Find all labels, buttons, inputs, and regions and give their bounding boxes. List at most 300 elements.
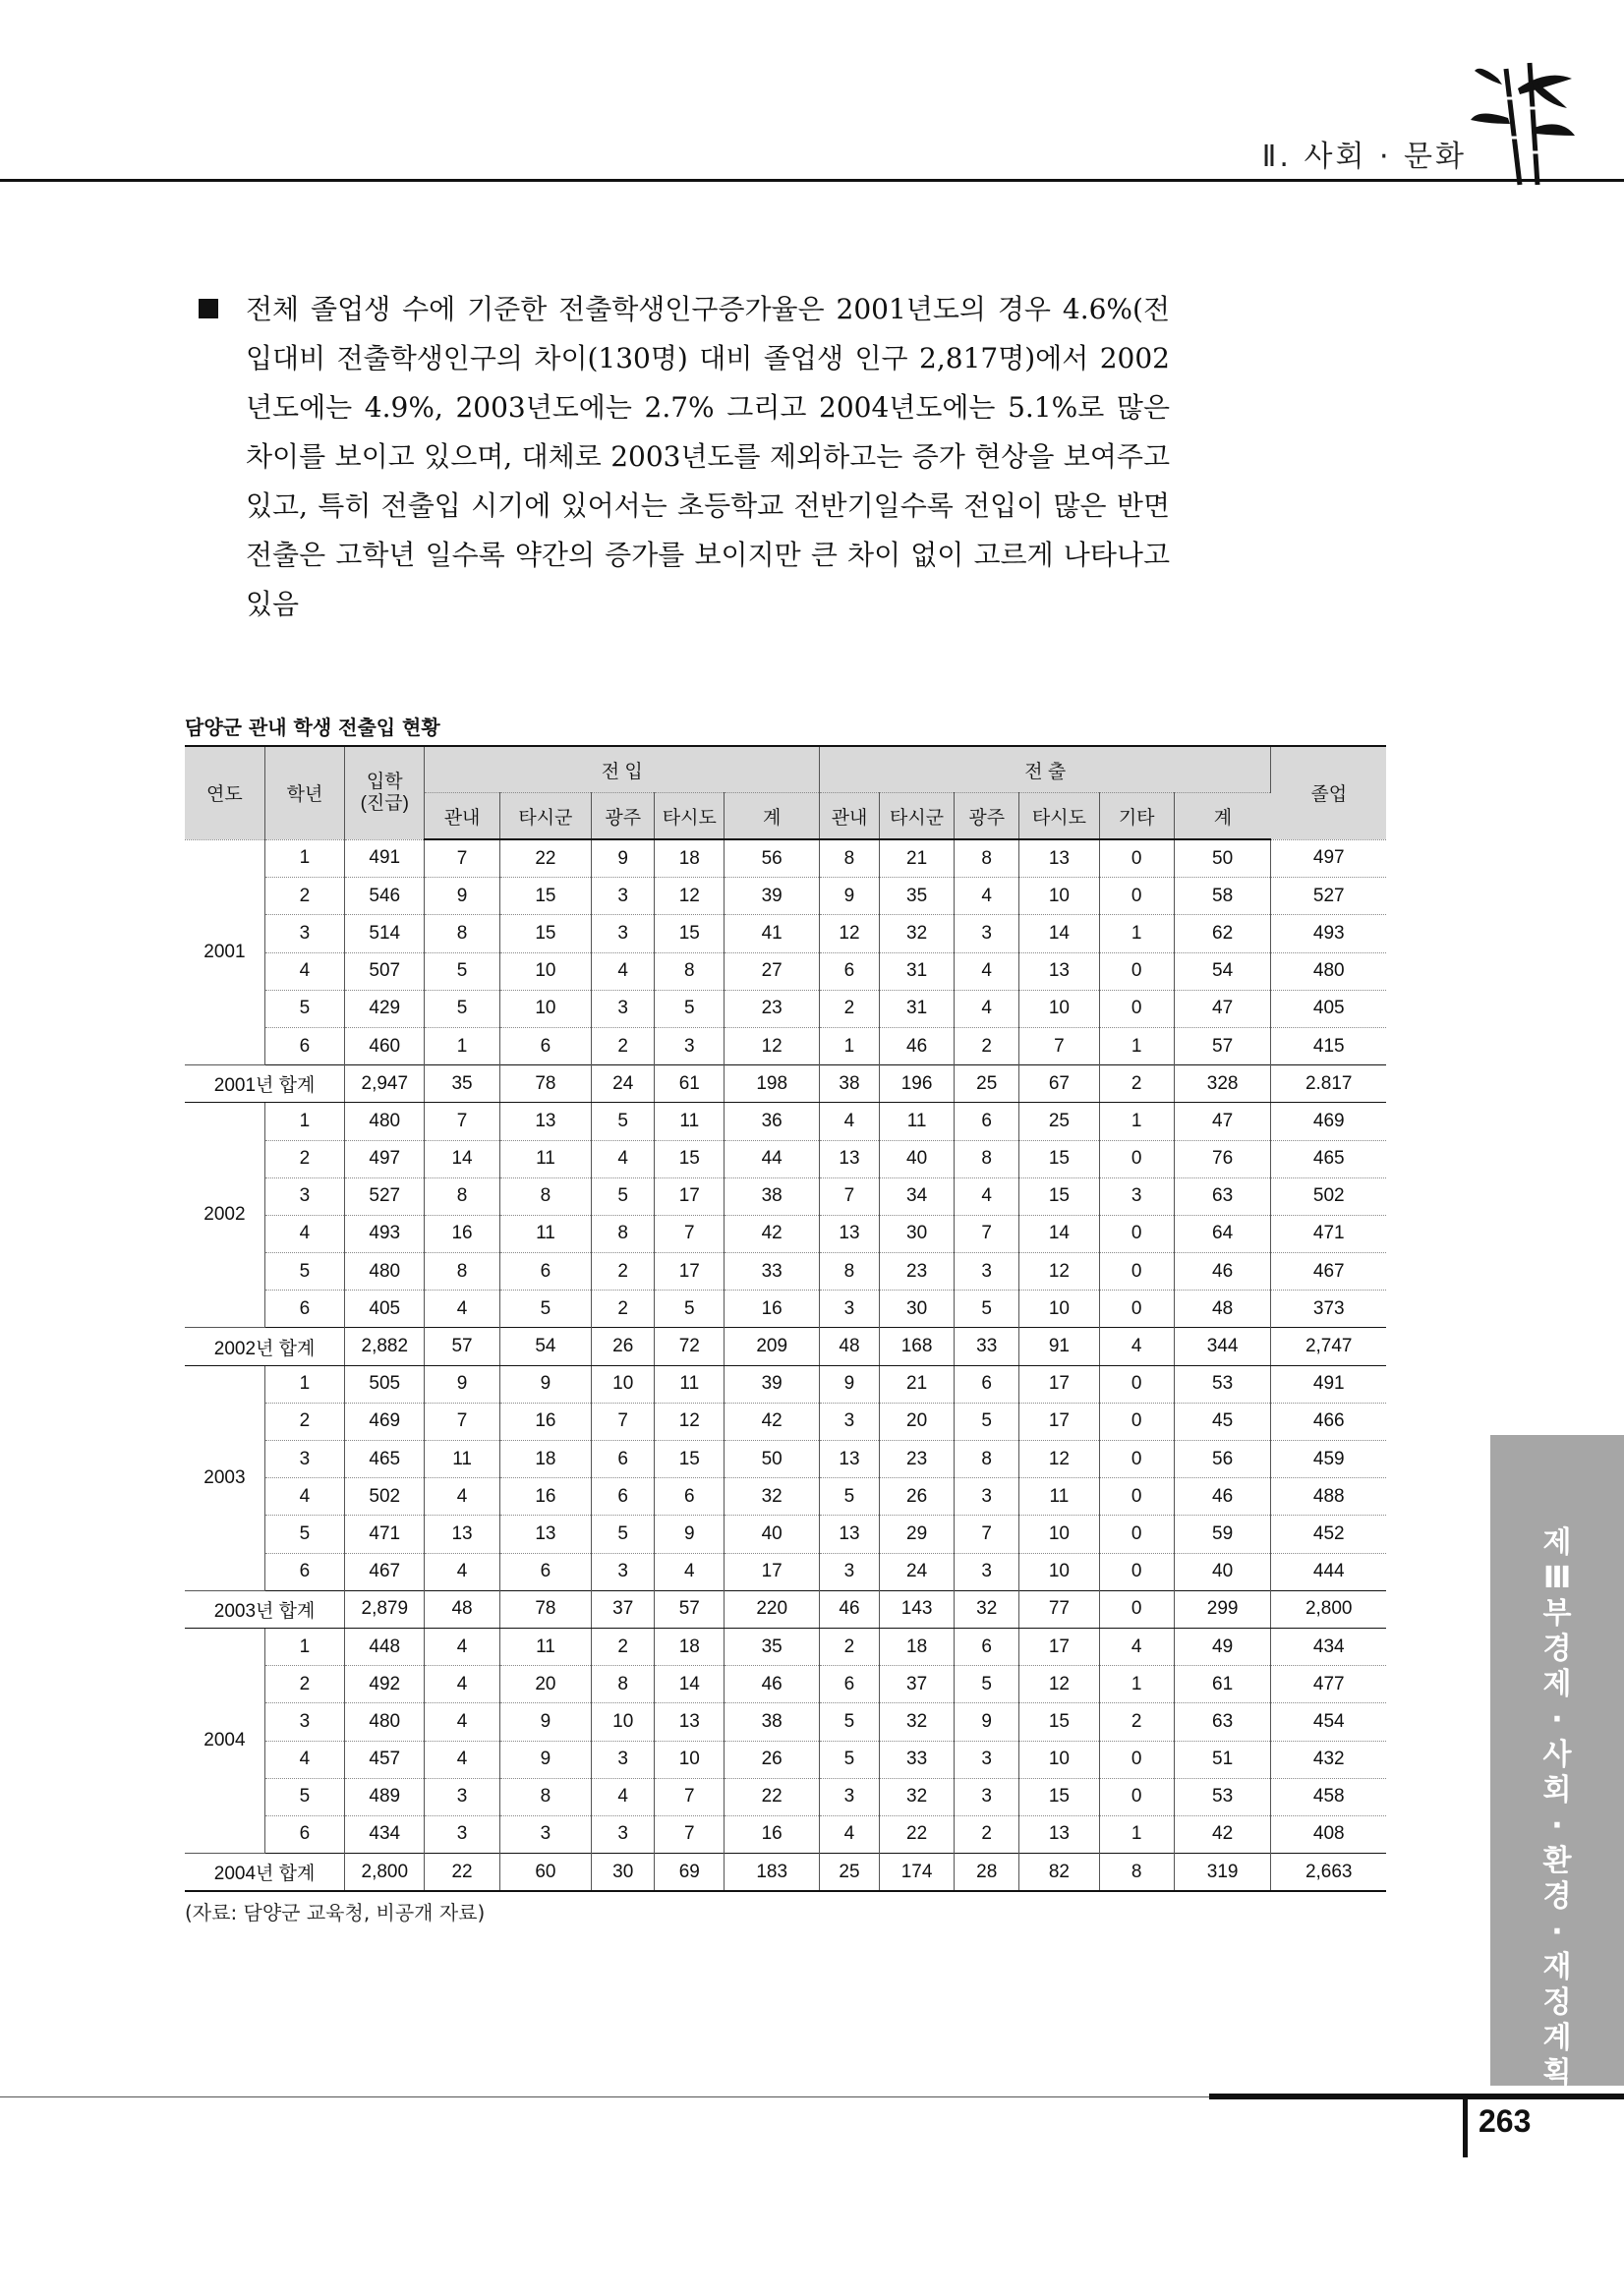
year-cell: 2003 — [185, 1365, 264, 1590]
table-cell: 15 — [499, 878, 592, 915]
table-cell: 32 — [879, 1703, 954, 1741]
table-cell: 22 — [725, 1778, 820, 1815]
table-cell: 17 — [725, 1553, 820, 1590]
table-cell: 15 — [499, 915, 592, 952]
table-cell: 16 — [725, 1815, 820, 1853]
total-cell: 143 — [879, 1590, 954, 1628]
table-cell: 3 — [819, 1291, 879, 1328]
table-cell: 457 — [345, 1741, 425, 1778]
table-cell: 432 — [1271, 1741, 1386, 1778]
table-cell: 3 — [592, 878, 655, 915]
table-cell: 1 — [425, 1027, 499, 1064]
table-cell: 10 — [655, 1741, 725, 1778]
total-cell: 25 — [819, 1854, 879, 1892]
total-cell: 174 — [879, 1854, 954, 1892]
table-cell: 76 — [1174, 1140, 1271, 1177]
total-row — [185, 1854, 1386, 1892]
table-cell: 1 — [264, 1628, 344, 1665]
table-cell: 405 — [345, 1291, 425, 1328]
header-out-col: 기타 — [1099, 793, 1174, 840]
table-cell: 477 — [1271, 1666, 1386, 1703]
table-cell: 11 — [499, 1140, 592, 1177]
table-cell: 0 — [1099, 990, 1174, 1027]
table-cell: 2 — [592, 1027, 655, 1064]
table-cell: 13 — [1019, 839, 1099, 878]
table-cell: 22 — [879, 1815, 954, 1853]
table-cell: 3 — [592, 1741, 655, 1778]
table-row — [185, 1703, 1386, 1741]
table-cell: 46 — [1174, 1253, 1271, 1291]
table-cell: 493 — [1271, 915, 1386, 952]
table-cell: 31 — [879, 990, 954, 1027]
table-cell: 5 — [425, 990, 499, 1027]
total-cell: 220 — [725, 1590, 820, 1628]
table-cell: 4 — [955, 990, 1019, 1027]
table-cell: 466 — [1271, 1403, 1386, 1440]
table-cell: 460 — [345, 1027, 425, 1064]
table-cell: 1 — [1099, 1815, 1174, 1853]
table-cell: 8 — [819, 839, 879, 878]
table-cell: 25 — [1019, 1103, 1099, 1140]
table-cell: 4 — [955, 878, 1019, 915]
table-cell: 415 — [1271, 1027, 1386, 1064]
table-cell: 38 — [725, 1177, 820, 1215]
total-label: 2004년 합계 — [185, 1854, 345, 1892]
table-cell: 4 — [592, 952, 655, 990]
total-cell: 2.817 — [1271, 1065, 1386, 1103]
table-cell: 24 — [879, 1553, 954, 1590]
table-cell: 30 — [879, 1215, 954, 1252]
table-cell: 6 — [499, 1553, 592, 1590]
table-cell: 54 — [1174, 952, 1271, 990]
page-number: 263 — [1479, 2103, 1532, 2139]
table-cell: 3 — [955, 1553, 1019, 1590]
table-cell: 48 — [1174, 1291, 1271, 1328]
table-cell: 3 — [592, 990, 655, 1027]
table-cell: 3 — [264, 915, 344, 952]
table-cell: 4 — [592, 1140, 655, 1177]
total-cell: 38 — [819, 1065, 879, 1103]
header-out-col: 관내 — [819, 793, 879, 840]
header-transfer-in: 전 입 — [425, 746, 820, 793]
table-cell: 38 — [725, 1703, 820, 1741]
table-cell: 10 — [1019, 1291, 1099, 1328]
table-cell: 13 — [819, 1441, 879, 1478]
table-cell: 527 — [345, 1177, 425, 1215]
table-cell: 2 — [592, 1628, 655, 1665]
table-cell: 15 — [1019, 1703, 1099, 1741]
table-cell: 6 — [955, 1628, 1019, 1665]
table-cell: 505 — [345, 1365, 425, 1403]
table-cell: 2 — [1099, 1703, 1174, 1741]
total-cell: 67 — [1019, 1065, 1099, 1103]
footer-rule-thick — [1209, 2094, 1624, 2099]
footer-rule — [0, 2096, 1209, 2097]
table-cell: 0 — [1099, 1365, 1174, 1403]
table-cell: 0 — [1099, 1403, 1174, 1440]
chapter-side-tab[interactable] — [1490, 1435, 1624, 2091]
table-cell: 9 — [655, 1516, 725, 1553]
table-cell: 4 — [264, 952, 344, 990]
table-cell: 63 — [1174, 1177, 1271, 1215]
table-title: 담양군 관내 학생 전출입 현황 — [185, 716, 440, 739]
table-cell: 546 — [345, 878, 425, 915]
table-cell: 3 — [592, 1553, 655, 1590]
table-cell: 0 — [1099, 878, 1174, 915]
table-cell: 429 — [345, 990, 425, 1027]
table-cell: 5 — [655, 1291, 725, 1328]
table-cell: 9 — [499, 1703, 592, 1741]
table-cell: 0 — [1099, 1441, 1174, 1478]
table-cell: 13 — [499, 1516, 592, 1553]
total-cell: 2,663 — [1271, 1854, 1386, 1892]
table-cell: 21 — [879, 839, 954, 878]
table-cell: 6 — [819, 1666, 879, 1703]
total-cell: 46 — [819, 1590, 879, 1628]
table-cell: 11 — [655, 1103, 725, 1140]
table-cell: 50 — [1174, 839, 1271, 878]
table-cell: 6 — [592, 1478, 655, 1516]
table-cell: 4 — [425, 1628, 499, 1665]
table-cell: 4 — [264, 1741, 344, 1778]
header-out-col: 광주 — [955, 793, 1019, 840]
table-cell: 8 — [955, 1140, 1019, 1177]
table-cell: 12 — [1019, 1441, 1099, 1478]
body-paragraph — [246, 285, 1170, 629]
table-cell: 12 — [655, 878, 725, 915]
table-cell: 8 — [955, 1441, 1019, 1478]
table-cell: 11 — [499, 1628, 592, 1665]
table-row — [185, 1778, 1386, 1815]
table-cell: 491 — [345, 839, 425, 878]
table-cell: 3 — [264, 1177, 344, 1215]
header-out-col: 타시군 — [879, 793, 954, 840]
table-cell: 7 — [655, 1778, 725, 1815]
table-cell: 12 — [1019, 1253, 1099, 1291]
table-cell: 58 — [1174, 878, 1271, 915]
table-cell: 4 — [955, 952, 1019, 990]
total-cell: 28 — [955, 1854, 1019, 1892]
table-cell: 454 — [1271, 1703, 1386, 1741]
table-cell: 7 — [955, 1215, 1019, 1252]
table-cell: 9 — [819, 1365, 879, 1403]
table-cell: 11 — [879, 1103, 954, 1140]
table-cell: 14 — [655, 1666, 725, 1703]
table-row — [185, 1103, 1386, 1140]
side-tab-label: 제Ⅲ부 경제·사회·환경·재정계획 — [1542, 1525, 1572, 2091]
table-cell: 2 — [592, 1253, 655, 1291]
table-cell: 5 — [819, 1703, 879, 1741]
table-cell: 514 — [345, 915, 425, 952]
table-cell: 458 — [1271, 1778, 1386, 1815]
table-cell: 4 — [264, 1215, 344, 1252]
total-cell: 78 — [499, 1065, 592, 1103]
total-cell: 91 — [1019, 1328, 1099, 1365]
table-cell: 12 — [819, 915, 879, 952]
table-row — [185, 1140, 1386, 1177]
table-cell: 527 — [1271, 878, 1386, 915]
table-row — [185, 1027, 1386, 1064]
table-row — [185, 1403, 1386, 1440]
table-cell: 36 — [725, 1103, 820, 1140]
table-cell: 9 — [499, 1365, 592, 1403]
table-cell: 13 — [655, 1703, 725, 1741]
total-cell: 196 — [879, 1065, 954, 1103]
table-cell: 459 — [1271, 1441, 1386, 1478]
table-cell: 57 — [1174, 1027, 1271, 1064]
total-cell: 183 — [725, 1854, 820, 1892]
table-cell: 6 — [499, 1253, 592, 1291]
table-cell: 1 — [1099, 1666, 1174, 1703]
table-cell: 502 — [345, 1478, 425, 1516]
table-row — [185, 1177, 1386, 1215]
table-cell: 405 — [1271, 990, 1386, 1027]
table-cell: 46 — [725, 1666, 820, 1703]
table-cell: 6 — [264, 1291, 344, 1328]
table-cell: 2 — [955, 1027, 1019, 1064]
table-cell: 4 — [264, 1478, 344, 1516]
table-cell: 7 — [425, 1403, 499, 1440]
table-cell: 17 — [1019, 1403, 1099, 1440]
table-cell: 59 — [1174, 1516, 1271, 1553]
table-cell: 56 — [1174, 1441, 1271, 1478]
table-cell: 2 — [819, 990, 879, 1027]
table-cell: 5 — [955, 1403, 1019, 1440]
table-cell: 35 — [879, 878, 954, 915]
table-cell: 507 — [345, 952, 425, 990]
table-cell: 34 — [879, 1177, 954, 1215]
table-cell: 5 — [264, 1778, 344, 1815]
table-cell: 7 — [592, 1403, 655, 1440]
table-cell: 31 — [879, 952, 954, 990]
source-note: (자료: 담양군 교육청, 비공개 자료) — [185, 1901, 486, 1924]
total-cell: 2,800 — [1271, 1590, 1386, 1628]
table-cell: 480 — [345, 1703, 425, 1741]
table-cell: 4 — [592, 1778, 655, 1815]
table-cell: 3 — [655, 1027, 725, 1064]
table-cell: 0 — [1099, 839, 1174, 878]
table-cell: 9 — [955, 1703, 1019, 1741]
table-row — [185, 1741, 1386, 1778]
table-cell: 488 — [1271, 1478, 1386, 1516]
table-cell: 0 — [1099, 1553, 1174, 1590]
table-cell: 4 — [425, 1741, 499, 1778]
table-cell: 30 — [879, 1291, 954, 1328]
table-cell: 434 — [345, 1815, 425, 1853]
table-cell: 12 — [1019, 1666, 1099, 1703]
table-cell: 3 — [264, 1441, 344, 1478]
total-cell: 48 — [425, 1590, 499, 1628]
total-cell: 198 — [725, 1065, 820, 1103]
table-cell: 18 — [499, 1441, 592, 1478]
total-cell: 33 — [955, 1328, 1019, 1365]
year-cell: 2002 — [185, 1103, 264, 1328]
table-cell: 8 — [499, 1177, 592, 1215]
total-cell: 82 — [1019, 1854, 1099, 1892]
table-cell: 61 — [1174, 1666, 1271, 1703]
table-cell: 0 — [1099, 952, 1174, 990]
table-cell: 8 — [499, 1778, 592, 1815]
total-cell: 77 — [1019, 1590, 1099, 1628]
table-row — [185, 878, 1386, 915]
table-cell: 17 — [1019, 1628, 1099, 1665]
year-cell: 2004 — [185, 1628, 264, 1853]
table-cell: 12 — [655, 1403, 725, 1440]
table-cell: 16 — [425, 1215, 499, 1252]
table-cell: 8 — [955, 839, 1019, 878]
table-cell: 471 — [345, 1516, 425, 1553]
table-cell: 16 — [499, 1478, 592, 1516]
table-cell: 9 — [499, 1741, 592, 1778]
table-cell: 44 — [725, 1140, 820, 1177]
total-cell: 2,947 — [345, 1065, 425, 1103]
table-cell: 47 — [1174, 990, 1271, 1027]
table-cell: 0 — [1099, 1215, 1174, 1252]
header-admission: 입학 (진급) — [345, 746, 425, 839]
table-cell: 33 — [879, 1741, 954, 1778]
table-row — [185, 990, 1386, 1027]
header-out-col: 계 — [1174, 793, 1271, 840]
table-cell: 40 — [1174, 1553, 1271, 1590]
total-cell: 60 — [499, 1854, 592, 1892]
table-cell: 6 — [264, 1553, 344, 1590]
table-cell: 1 — [1099, 1027, 1174, 1064]
table-cell: 1 — [1099, 1103, 1174, 1140]
table-cell: 3 — [592, 915, 655, 952]
square-bullet-icon — [199, 299, 218, 318]
total-cell: 30 — [592, 1854, 655, 1892]
table-cell: 3 — [1099, 1177, 1174, 1215]
table-cell: 0 — [1099, 1516, 1174, 1553]
header-in-col: 계 — [725, 793, 820, 840]
total-cell: 299 — [1174, 1590, 1271, 1628]
table-cell: 47 — [1174, 1103, 1271, 1140]
table-cell: 26 — [725, 1741, 820, 1778]
table-cell: 26 — [879, 1478, 954, 1516]
total-cell: 2,879 — [345, 1590, 425, 1628]
table-cell: 42 — [1174, 1815, 1271, 1853]
table-cell: 33 — [725, 1253, 820, 1291]
table-cell: 471 — [1271, 1215, 1386, 1252]
table-cell: 2 — [264, 878, 344, 915]
header-year: 연도 — [185, 746, 264, 839]
table-cell: 11 — [655, 1365, 725, 1403]
table-cell: 3 — [955, 1253, 1019, 1291]
table-cell: 2 — [819, 1628, 879, 1665]
table-cell: 5 — [499, 1291, 592, 1328]
table-cell: 1 — [819, 1027, 879, 1064]
table-cell: 23 — [725, 990, 820, 1027]
header-grade: 학년 — [264, 746, 344, 839]
table-cell: 5 — [425, 952, 499, 990]
table-cell: 3 — [819, 1403, 879, 1440]
table-cell: 14 — [1019, 1215, 1099, 1252]
total-cell: 2 — [1099, 1065, 1174, 1103]
table-cell: 444 — [1271, 1553, 1386, 1590]
table-cell: 22 — [499, 839, 592, 878]
header-in-col: 타시도 — [655, 793, 725, 840]
table-cell: 42 — [725, 1215, 820, 1252]
total-row — [185, 1328, 1386, 1365]
year-cell: 2001 — [185, 839, 264, 1065]
total-label: 2003년 합계 — [185, 1590, 345, 1628]
table-cell: 8 — [819, 1253, 879, 1291]
table-cell: 13 — [819, 1215, 879, 1252]
table-cell: 13 — [499, 1103, 592, 1140]
table-cell: 0 — [1099, 1778, 1174, 1815]
table-cell: 4 — [819, 1815, 879, 1853]
table-cell: 3 — [264, 1703, 344, 1741]
table-row — [185, 1666, 1386, 1703]
table-cell: 2 — [264, 1140, 344, 1177]
table-cell: 489 — [345, 1778, 425, 1815]
table-cell: 35 — [725, 1628, 820, 1665]
total-cell: 35 — [425, 1065, 499, 1103]
table-cell: 13 — [819, 1140, 879, 1177]
total-cell: 8 — [1099, 1854, 1174, 1892]
table-cell: 8 — [425, 1253, 499, 1291]
table-cell: 3 — [819, 1553, 879, 1590]
table-cell: 5 — [592, 1177, 655, 1215]
table-cell: 27 — [725, 952, 820, 990]
table-cell: 2 — [264, 1403, 344, 1440]
table-cell: 37 — [879, 1666, 954, 1703]
table-cell: 6 — [264, 1027, 344, 1064]
total-cell: 209 — [725, 1328, 820, 1365]
table-cell: 480 — [345, 1253, 425, 1291]
total-cell: 2,800 — [345, 1854, 425, 1892]
total-cell: 69 — [655, 1854, 725, 1892]
table-cell: 15 — [1019, 1778, 1099, 1815]
table-cell: 13 — [819, 1516, 879, 1553]
total-cell: 24 — [592, 1065, 655, 1103]
table-cell: 3 — [425, 1778, 499, 1815]
table-cell: 408 — [1271, 1815, 1386, 1853]
table-cell: 41 — [725, 915, 820, 952]
table-cell: 10 — [1019, 1553, 1099, 1590]
table-cell: 17 — [1019, 1365, 1099, 1403]
total-label: 2001년 합계 — [185, 1065, 345, 1103]
table-cell: 0 — [1099, 1140, 1174, 1177]
table-cell: 12 — [725, 1027, 820, 1064]
table-row — [185, 1553, 1386, 1590]
table-cell: 7 — [655, 1815, 725, 1853]
table-cell: 17 — [655, 1253, 725, 1291]
table-cell: 10 — [499, 952, 592, 990]
table-row — [185, 1441, 1386, 1478]
total-cell: 37 — [592, 1590, 655, 1628]
table-cell: 10 — [592, 1365, 655, 1403]
table-row — [185, 1815, 1386, 1853]
table-cell: 16 — [499, 1403, 592, 1440]
section-title: Ⅱ. 사회 · 문화 — [1261, 140, 1467, 174]
header-graduation: 졸업 — [1271, 746, 1386, 839]
header-in-col: 광주 — [592, 793, 655, 840]
table-cell: 8 — [592, 1215, 655, 1252]
table-cell: 15 — [655, 915, 725, 952]
table-cell: 0 — [1099, 1741, 1174, 1778]
table-cell: 480 — [345, 1103, 425, 1140]
table-cell: 56 — [725, 839, 820, 878]
total-cell: 61 — [655, 1065, 725, 1103]
table-cell: 20 — [499, 1666, 592, 1703]
table-cell: 53 — [1174, 1365, 1271, 1403]
total-cell: 54 — [499, 1328, 592, 1365]
table-cell: 6 — [264, 1815, 344, 1853]
table-cell: 15 — [655, 1441, 725, 1478]
table-row — [185, 1478, 1386, 1516]
table-cell: 40 — [725, 1516, 820, 1553]
